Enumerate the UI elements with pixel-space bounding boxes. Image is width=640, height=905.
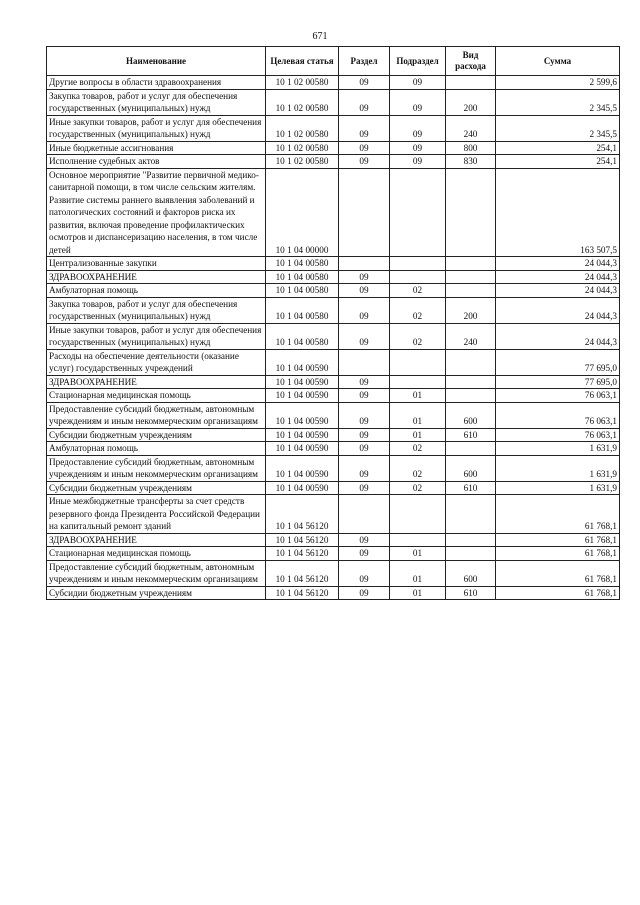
cell-target: 10 1 04 00590 <box>266 375 339 389</box>
cell-sum: 24 044,3 <box>496 323 620 349</box>
cell-section <box>339 257 390 271</box>
header-name: Наименование <box>47 47 266 76</box>
cell-sum: 61 768,1 <box>496 533 620 547</box>
table-row <box>47 442 620 456</box>
cell-expense <box>446 533 496 547</box>
cell-name: Другие вопросы в области здравоохранения <box>47 76 266 90</box>
cell-section: 09 <box>339 402 390 428</box>
cell-subsection: 01 <box>390 389 446 403</box>
table-row <box>47 495 620 534</box>
cell-name: Предоставление субсидий бюджетным, автономным учреждениям и иным некоммерческим организациям <box>47 560 266 586</box>
cell-sum: 76 063,1 <box>496 402 620 428</box>
cell-section: 09 <box>339 442 390 456</box>
cell-expense: 200 <box>446 297 496 323</box>
cell-sum: 61 768,1 <box>496 495 620 534</box>
table-body <box>47 76 620 600</box>
cell-subsection <box>390 257 446 271</box>
table-row <box>47 76 620 90</box>
cell-sum: 1 631,9 <box>496 481 620 495</box>
cell-name: Предоставление субсидий бюджетным, автономным учреждениям и иным некоммерческим организациям <box>47 402 266 428</box>
cell-section: 09 <box>339 481 390 495</box>
cell-name: Предоставление субсидий бюджетным, автономным учреждениям и иным некоммерческим организациям <box>47 455 266 481</box>
cell-expense: 600 <box>446 402 496 428</box>
table-row <box>47 284 620 298</box>
cell-subsection: 01 <box>390 428 446 442</box>
cell-target: 10 1 04 00580 <box>266 323 339 349</box>
cell-expense <box>446 284 496 298</box>
cell-subsection: 01 <box>390 402 446 428</box>
table-row <box>47 89 620 115</box>
cell-section: 09 <box>339 428 390 442</box>
cell-subsection: 02 <box>390 297 446 323</box>
cell-name: ЗДРАВООХРАНЕНИЕ <box>47 375 266 389</box>
table-row <box>47 323 620 349</box>
header-sum: Сумма <box>496 47 620 76</box>
cell-name: Основное мероприятие "Развитие первичной медико-санитарной помощи, в том числе сельским жителям. Развитие системы раннего выявления заболеваний и патологических состояний и факторов риска их развития, включая проведение профилактических осмотров и диспансеризацию населения, в том числе детей <box>47 168 266 257</box>
header-target: Целевая статья <box>266 47 339 76</box>
cell-subsection: 09 <box>390 141 446 155</box>
cell-target: 10 1 04 00580 <box>266 284 339 298</box>
cell-expense: 240 <box>446 323 496 349</box>
cell-sum: 61 768,1 <box>496 547 620 561</box>
cell-section: 09 <box>339 547 390 561</box>
cell-sum: 61 768,1 <box>496 586 620 600</box>
cell-section: 09 <box>339 270 390 284</box>
table-row <box>47 455 620 481</box>
cell-name: Иные закупки товаров, работ и услуг для обеспечения государственных (муниципальных) нужд <box>47 115 266 141</box>
cell-expense <box>446 349 496 375</box>
cell-target: 10 1 04 00000 <box>266 168 339 257</box>
table-row <box>47 257 620 271</box>
cell-expense: 610 <box>446 428 496 442</box>
cell-target: 10 1 04 00590 <box>266 389 339 403</box>
cell-section: 09 <box>339 141 390 155</box>
cell-section: 09 <box>339 389 390 403</box>
cell-name: Закупка товаров, работ и услуг для обеспечения государственных (муниципальных) нужд <box>47 297 266 323</box>
cell-expense <box>446 270 496 284</box>
cell-subsection: 01 <box>390 560 446 586</box>
page-number: 671 <box>312 31 328 42</box>
table-row <box>47 270 620 284</box>
cell-section: 09 <box>339 455 390 481</box>
cell-section: 09 <box>339 155 390 169</box>
cell-sum: 77 695,0 <box>496 375 620 389</box>
cell-target: 10 1 02 00580 <box>266 115 339 141</box>
cell-subsection <box>390 270 446 284</box>
cell-subsection <box>390 495 446 534</box>
cell-sum: 77 695,0 <box>496 349 620 375</box>
cell-expense: 610 <box>446 481 496 495</box>
cell-section: 09 <box>339 560 390 586</box>
cell-sum: 2 345,5 <box>496 115 620 141</box>
cell-target: 10 1 04 00590 <box>266 402 339 428</box>
table-row <box>47 141 620 155</box>
cell-section: 09 <box>339 115 390 141</box>
cell-name: Исполнение судебных актов <box>47 155 266 169</box>
cell-section: 09 <box>339 89 390 115</box>
cell-expense: 830 <box>446 155 496 169</box>
cell-section: 09 <box>339 76 390 90</box>
cell-section: 09 <box>339 375 390 389</box>
table-row <box>47 428 620 442</box>
cell-target: 10 1 04 56120 <box>266 495 339 534</box>
cell-name: Закупка товаров, работ и услуг для обеспечения государственных (муниципальных) нужд <box>47 89 266 115</box>
table-row <box>47 586 620 600</box>
table-row <box>47 402 620 428</box>
cell-sum: 76 063,1 <box>496 389 620 403</box>
table-row <box>47 375 620 389</box>
cell-expense: 610 <box>446 586 496 600</box>
cell-sum: 24 044,3 <box>496 284 620 298</box>
cell-target: 10 1 04 56120 <box>266 547 339 561</box>
cell-name: Стационарная медицинская помощь <box>47 389 266 403</box>
cell-subsection: 01 <box>390 586 446 600</box>
cell-name: ЗДРАВООХРАНЕНИЕ <box>47 270 266 284</box>
cell-target: 10 1 04 56120 <box>266 586 339 600</box>
cell-name: Стационарная медицинская помощь <box>47 547 266 561</box>
cell-name: ЗДРАВООХРАНЕНИЕ <box>47 533 266 547</box>
cell-name: Иные закупки товаров, работ и услуг для обеспечения государственных (муниципальных) нужд <box>47 323 266 349</box>
cell-subsection: 09 <box>390 155 446 169</box>
cell-section: 09 <box>339 284 390 298</box>
cell-subsection: 02 <box>390 284 446 298</box>
table-row <box>47 349 620 375</box>
table-row <box>47 560 620 586</box>
cell-target: 10 1 04 00590 <box>266 349 339 375</box>
header-section: Раздел <box>339 47 390 76</box>
cell-sum: 24 044,3 <box>496 257 620 271</box>
cell-sum: 61 768,1 <box>496 560 620 586</box>
cell-target: 10 1 04 00590 <box>266 481 339 495</box>
cell-target: 10 1 02 00580 <box>266 155 339 169</box>
cell-sum: 2 599,6 <box>496 76 620 90</box>
cell-expense <box>446 389 496 403</box>
table-header-row <box>47 47 620 76</box>
cell-expense: 800 <box>446 141 496 155</box>
cell-name: Субсидии бюджетным учреждениям <box>47 586 266 600</box>
cell-target: 10 1 02 00580 <box>266 89 339 115</box>
cell-target: 10 1 04 56120 <box>266 560 339 586</box>
cell-expense <box>446 76 496 90</box>
cell-target: 10 1 04 00590 <box>266 428 339 442</box>
cell-target: 10 1 04 00580 <box>266 257 339 271</box>
cell-expense <box>446 375 496 389</box>
cell-expense: 600 <box>446 455 496 481</box>
cell-subsection <box>390 168 446 257</box>
cell-name: Субсидии бюджетным учреждениям <box>47 481 266 495</box>
cell-name: Амбулаторная помощь <box>47 442 266 456</box>
cell-subsection <box>390 349 446 375</box>
cell-name: Субсидии бюджетным учреждениям <box>47 428 266 442</box>
cell-target: 10 1 02 00580 <box>266 76 339 90</box>
cell-expense <box>446 257 496 271</box>
cell-subsection <box>390 533 446 547</box>
cell-subsection: 09 <box>390 76 446 90</box>
cell-expense <box>446 495 496 534</box>
table-row <box>47 297 620 323</box>
cell-target: 10 1 04 00590 <box>266 442 339 456</box>
cell-subsection <box>390 375 446 389</box>
cell-name: Иные межбюджетные трансферты за счет средств резервного фонда Президента Российской Федерации на капитальный ремонт зданий <box>47 495 266 534</box>
cell-sum: 24 044,3 <box>496 297 620 323</box>
cell-target: 10 1 02 00580 <box>266 141 339 155</box>
cell-sum: 163 507,5 <box>496 168 620 257</box>
table-row <box>47 115 620 141</box>
cell-section: 09 <box>339 586 390 600</box>
cell-section <box>339 495 390 534</box>
table-row <box>47 168 620 257</box>
cell-subsection: 02 <box>390 323 446 349</box>
header-expense: Вид расхода <box>446 47 496 76</box>
cell-expense <box>446 547 496 561</box>
table-row <box>47 547 620 561</box>
cell-target: 10 1 04 00590 <box>266 455 339 481</box>
cell-section: 09 <box>339 297 390 323</box>
cell-subsection: 09 <box>390 115 446 141</box>
cell-expense: 600 <box>446 560 496 586</box>
cell-subsection: 09 <box>390 89 446 115</box>
cell-subsection: 01 <box>390 547 446 561</box>
cell-sum: 1 631,9 <box>496 442 620 456</box>
cell-section: 09 <box>339 323 390 349</box>
budget-table <box>46 46 620 600</box>
cell-sum: 1 631,9 <box>496 455 620 481</box>
cell-name: Расходы на обеспечение деятельности (оказание услуг) государственных учреждений <box>47 349 266 375</box>
table-row <box>47 155 620 169</box>
table-row <box>47 481 620 495</box>
cell-target: 10 1 04 56120 <box>266 533 339 547</box>
cell-sum: 254,1 <box>496 155 620 169</box>
table-row <box>47 533 620 547</box>
cell-subsection: 02 <box>390 481 446 495</box>
cell-sum: 24 044,3 <box>496 270 620 284</box>
cell-section <box>339 349 390 375</box>
cell-name: Иные бюджетные ассигнования <box>47 141 266 155</box>
cell-expense: 240 <box>446 115 496 141</box>
cell-sum: 2 345,5 <box>496 89 620 115</box>
table-row <box>47 389 620 403</box>
cell-target: 10 1 04 00580 <box>266 270 339 284</box>
cell-expense <box>446 168 496 257</box>
cell-section <box>339 168 390 257</box>
cell-expense <box>446 442 496 456</box>
cell-name: Амбулаторная помощь <box>47 284 266 298</box>
cell-subsection: 02 <box>390 442 446 456</box>
cell-section: 09 <box>339 533 390 547</box>
cell-sum: 76 063,1 <box>496 428 620 442</box>
cell-expense: 200 <box>446 89 496 115</box>
cell-name: Централизованные закупки <box>47 257 266 271</box>
cell-sum: 254,1 <box>496 141 620 155</box>
cell-target: 10 1 04 00580 <box>266 297 339 323</box>
cell-subsection: 02 <box>390 455 446 481</box>
header-subsection: Подраздел <box>390 47 446 76</box>
